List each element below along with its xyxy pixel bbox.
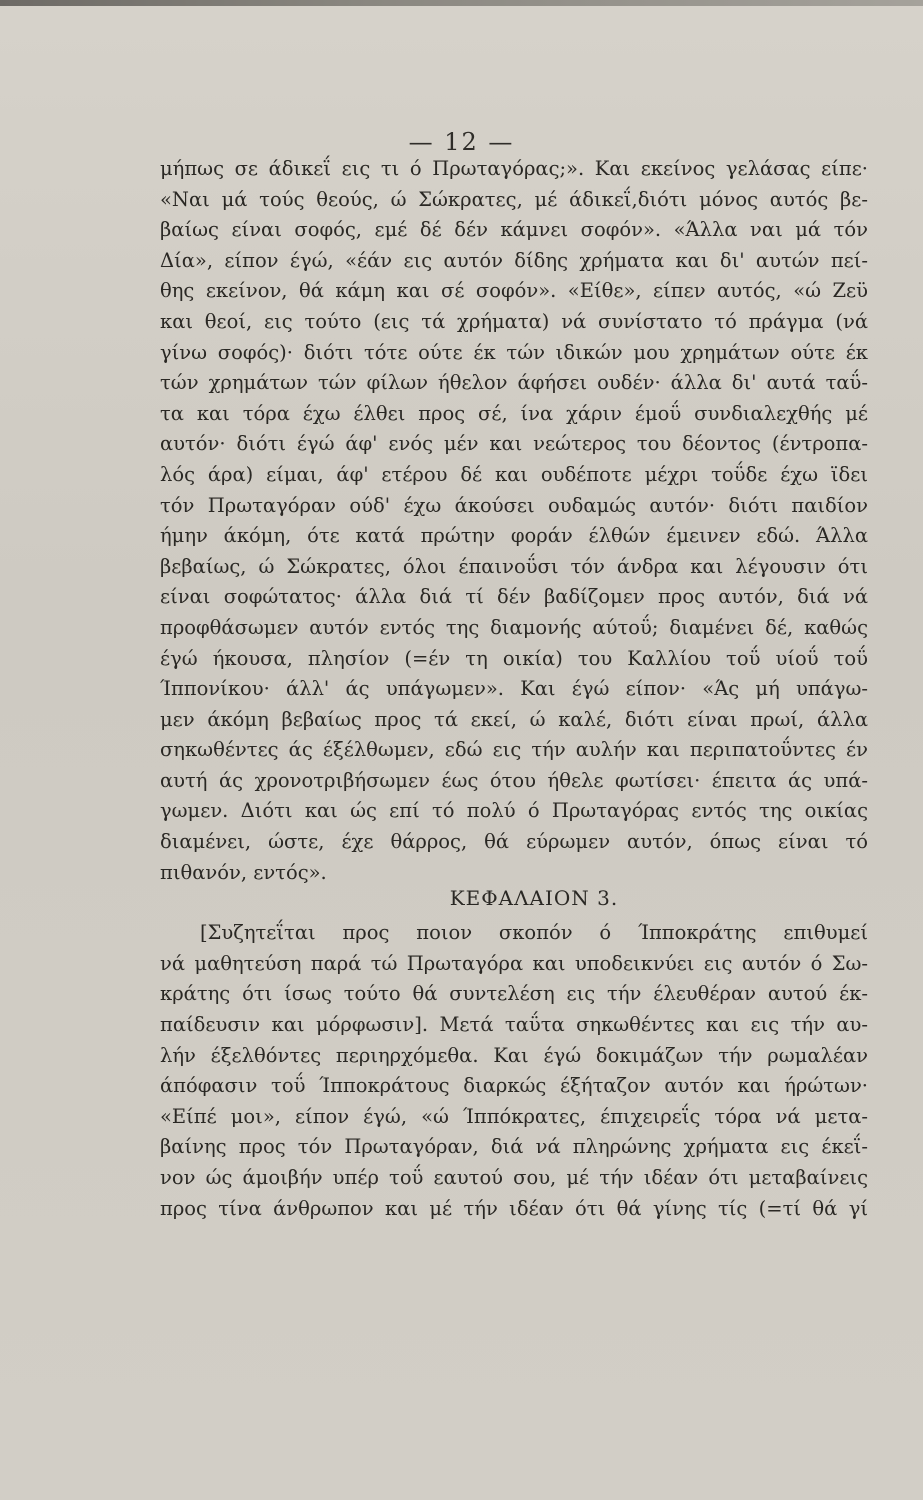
text-line-5: θης εκείνον, θά κάμη και σέ σοφόν». «Είθε», είπεν αυτός, «ώ Ζεϋ <box>160 279 868 303</box>
text-line-2: «Ναι μά τούς θεούς, ώ Σώκρατες, μέ άδικεΐ,διότι μόνος αυτός βε- <box>160 187 868 211</box>
text-line-8: τών χρημάτων τών φίλων ήθελον άφήσει ουδέν· άλλα δι' αυτά ταΰ- <box>160 371 868 395</box>
text-line-11: λός άρα) είμαι, άφ' ετέρου δέ και ουδέποτε μέχρι τοΰδε έχω ϊδει <box>160 462 868 486</box>
summary-line-3: κράτης ότι ίσως τούτο θά συντελέση εις τήν έλευθέραν αυτού έκ- <box>160 982 868 1006</box>
summary-line-8: βαίνης προς τόν Πρωταγόραν, διά νά πληρώνης χρήματα εις έκεΐ- <box>160 1135 868 1159</box>
text-line-15: είναι σοφώτατος· άλλα διά τί δέν βαδίζομεν προς αυτόν, διά νά <box>160 585 868 609</box>
text-line-10: αυτόν· διότι έγώ άφ' ενός μέν και νεώτερος του δέοντος (έντροπα- <box>160 432 868 456</box>
text-line-22: γωμεν. Διότι και ώς επί τό πολύ ό Πρωταγόρας εντός της οικίας <box>160 799 868 823</box>
text-line-18: Ίππονίκου· άλλ' άς υπάγωμεν». Και έγώ είπον· «Άς μή υπάγω- <box>160 677 868 701</box>
text-line-7: γίνω σοφός)· διότι τότε ούτε έκ τών ιδικών μου χρημάτων ούτε έκ <box>160 340 868 364</box>
summary-line-9: νον ώς άμοιβήν υπέρ τοΰ εαυτού σου, μέ τήν ιδέαν ότι μεταβαίνεις <box>160 1166 868 1189</box>
summary-line-7: «Είπέ μοι», είπον έγώ, «ώ Ίππόκρατες, έπιχειρεΐς τόρα νά μετα- <box>160 1104 868 1128</box>
text-line-13: ήμην άκόμη, ότε κατά πρώτην φοράν έλθών έμεινεν εδώ. Άλλα <box>160 524 868 548</box>
text-line-3: βαίως είναι σοφός, εμέ δέ δέν κάμνει σοφόν». «Άλλα ναι μά τόν <box>160 218 868 242</box>
text-line-19: μεν άκόμη βεβαίως προς τά εκεί, ώ καλέ, διότι είναι πρωί, άλλα <box>160 707 868 731</box>
text-line-6: και θεοί, εις τούτο (εις τά χρήματα) νά συνίστατο τό πράγμα (νά <box>160 309 868 333</box>
text-line-24: πιθανόν, εντός». <box>160 860 327 884</box>
text-line-9: τα και τόρα έχω έλθει προς σέ, ίνα χάριν έμοΰ συνδιαλεχθής μέ <box>160 401 868 425</box>
summary-line-6: άπόφασιν τοΰ Ίπποκράτους διαρκώς έξήταζον αυτόν και ήρώτων· <box>160 1074 868 1098</box>
text-line-20: σηκωθέντες άς έξέλθωμεν, εδώ εις τήν αυλήν και περιπατοΰντες έν <box>160 738 868 762</box>
text-line-21: αυτή άς χρονοτριβήσωμεν έως ότου ήθελε φωτίσει· έπειτα άς υπά- <box>160 768 868 792</box>
text-line-16: προφθάσωμεν αυτόν εντός της διαμονής αύτοΰ; διαμένει δέ, καθώς <box>160 615 868 639</box>
text-line-12: τόν Πρωταγόραν ούδ' έχω άκούσει ουδαμώς αυτόν· διότι παιδίον <box>160 493 868 517</box>
text-line-4: Δία», είπον έγώ, «έάν εις αυτόν δίδης χρήματα και δι' αυτών πεί- <box>160 248 868 272</box>
text-line-23: διαμένει, ώστε, έχε θάρρος, θά εύρωμεν αυτόν, όπως είναι τό <box>160 830 868 854</box>
page-number: — 12 — <box>408 128 515 156</box>
text-line-1: μήπως σε άδικεΐ εις τι ό Πρωταγόρας;». Και εκείνος γελάσας είπε· <box>160 157 868 180</box>
summary-line-4: παίδευσιν και μόρφωσιν]. Μετά ταΰτα σηκωθέντες και εις τήν αυ- <box>160 1013 868 1037</box>
summary-line-5: λήν έξελθόντες περιηρχόμεθα. Και έγώ δοκιμάζων τήν ρωμαλέαν <box>160 1043 868 1067</box>
summary-line-10: προς τίνα άνθρωπον και μέ τήν ιδέαν ότι θά γίνης τίς (=τί θά γί <box>160 1196 868 1220</box>
text-line-17: έγώ ήκουσα, πλησίον (=έν τη οικία) του Καλλίου τοΰ υίοΰ τοΰ <box>160 646 868 670</box>
summary-line-2: νά μαθητεύση παρά τώ Πρωταγόρα και υποδεικνύει εις αυτόν ό Σω- <box>160 951 868 975</box>
summary-line-1: [Συζητεΐται προς ποιον σκοπόν ό Ίπποκράτης επιθυμεί <box>200 921 868 945</box>
body-text <box>160 154 868 1224</box>
chapter-heading: ΚΕΦΑΛΑΙΟΝ 3. <box>449 886 619 911</box>
page-top-edge <box>0 0 923 6</box>
text-line-14: βεβαίως, ώ Σώκρατες, όλοι έπαινοΰσι τόν άνδρα και λέγουσιν ότι <box>160 554 868 578</box>
